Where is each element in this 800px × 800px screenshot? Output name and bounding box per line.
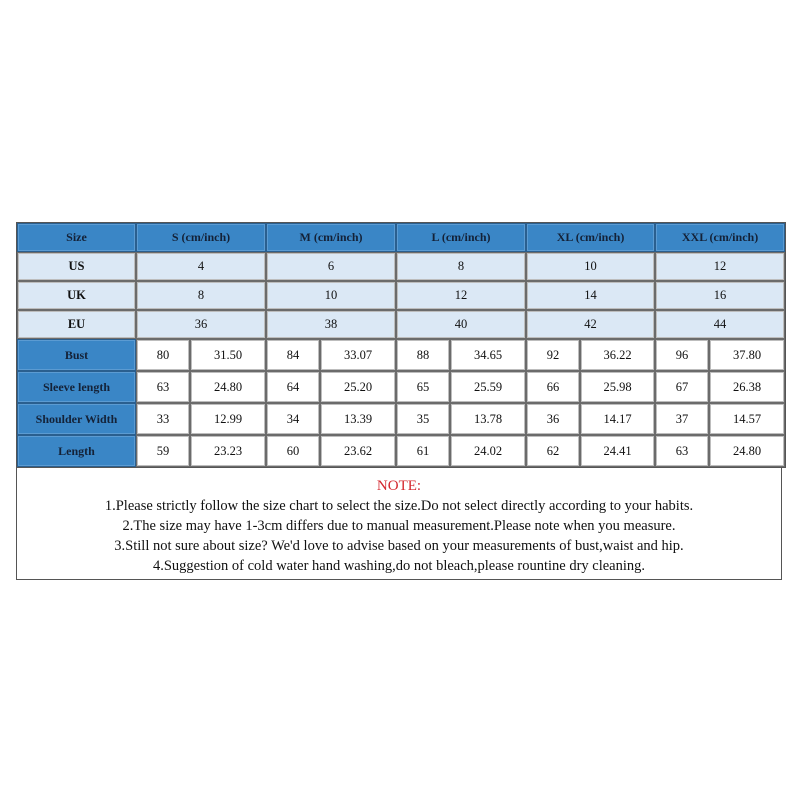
header-size-l: L (cm/inch) bbox=[396, 223, 526, 252]
note-box bbox=[16, 468, 782, 580]
region-label: UK bbox=[17, 281, 136, 310]
header-size-s: S (cm/inch) bbox=[136, 223, 266, 252]
inch-value: 25.59 bbox=[450, 371, 526, 403]
cm-value: 62 bbox=[526, 435, 580, 467]
header-size-xxl: XXL (cm/inch) bbox=[655, 223, 785, 252]
region-value: 40 bbox=[396, 310, 526, 339]
cm-value: 65 bbox=[396, 371, 450, 403]
measurement-row-shoulder-width bbox=[17, 403, 785, 435]
header-size-label: Size bbox=[17, 223, 136, 252]
region-row-us bbox=[17, 252, 785, 281]
note-line-1: 1.Please strictly follow the size chart to select the size.Do not select directly according to your habits. bbox=[104, 498, 694, 514]
inch-value: 14.17 bbox=[580, 403, 655, 435]
header-row bbox=[17, 223, 785, 252]
measurement-row-bust bbox=[17, 339, 785, 371]
size-table bbox=[16, 222, 786, 468]
inch-value: 24.80 bbox=[709, 435, 785, 467]
region-row-uk bbox=[17, 281, 785, 310]
measurement-label: Bust bbox=[17, 339, 136, 371]
inch-value: 23.62 bbox=[320, 435, 396, 467]
cm-value: 88 bbox=[396, 339, 450, 371]
inch-value: 23.23 bbox=[190, 435, 266, 467]
region-value: 6 bbox=[266, 252, 396, 281]
header-size-xl: XL (cm/inch) bbox=[526, 223, 655, 252]
cm-value: 37 bbox=[655, 403, 709, 435]
cm-value: 63 bbox=[136, 371, 190, 403]
region-value: 12 bbox=[396, 281, 526, 310]
region-value: 44 bbox=[655, 310, 785, 339]
cm-value: 61 bbox=[396, 435, 450, 467]
cm-value: 80 bbox=[136, 339, 190, 371]
region-value: 38 bbox=[266, 310, 396, 339]
cm-value: 92 bbox=[526, 339, 580, 371]
inch-value: 25.20 bbox=[320, 371, 396, 403]
inch-value: 24.80 bbox=[190, 371, 266, 403]
measurement-label: Sleeve length bbox=[17, 371, 136, 403]
inch-value: 14.57 bbox=[709, 403, 785, 435]
region-value: 12 bbox=[655, 252, 785, 281]
region-value: 8 bbox=[136, 281, 266, 310]
inch-value: 31.50 bbox=[190, 339, 266, 371]
size-chart bbox=[16, 222, 784, 580]
cm-value: 67 bbox=[655, 371, 709, 403]
region-value: 36 bbox=[136, 310, 266, 339]
cm-value: 63 bbox=[655, 435, 709, 467]
note-line-4: 4.Suggestion of cold water hand washing,do not bleach,please rountine dry cleaning. bbox=[152, 558, 646, 574]
inch-value: 12.99 bbox=[190, 403, 266, 435]
region-value: 10 bbox=[526, 252, 655, 281]
inch-value: 37.80 bbox=[709, 339, 785, 371]
measurement-label: Length bbox=[17, 435, 136, 467]
inch-value: 24.41 bbox=[580, 435, 655, 467]
note-line-2: 2.The size may have 1-3cm differs due to manual measurement.Please note when you measure. bbox=[122, 518, 676, 534]
inch-value: 34.65 bbox=[450, 339, 526, 371]
region-value: 16 bbox=[655, 281, 785, 310]
measurement-row-sleeve-length bbox=[17, 371, 785, 403]
cm-value: 66 bbox=[526, 371, 580, 403]
region-value: 14 bbox=[526, 281, 655, 310]
cm-value: 59 bbox=[136, 435, 190, 467]
region-value: 42 bbox=[526, 310, 655, 339]
measurement-row-length bbox=[17, 435, 785, 467]
cm-value: 35 bbox=[396, 403, 450, 435]
inch-value: 33.07 bbox=[320, 339, 396, 371]
note-line-3: 3.Still not sure about size? We'd love to advise based on your measurements of bust,waist and hip. bbox=[114, 538, 684, 554]
cm-value: 36 bbox=[526, 403, 580, 435]
inch-value: 13.39 bbox=[320, 403, 396, 435]
region-row-eu bbox=[17, 310, 785, 339]
header-size-m: M (cm/inch) bbox=[266, 223, 396, 252]
inch-value: 13.78 bbox=[450, 403, 526, 435]
cm-value: 64 bbox=[266, 371, 320, 403]
region-label: EU bbox=[17, 310, 136, 339]
measurement-label: Shoulder Width bbox=[17, 403, 136, 435]
inch-value: 24.02 bbox=[450, 435, 526, 467]
note-title: NOTE: bbox=[376, 478, 422, 494]
inch-value: 25.98 bbox=[580, 371, 655, 403]
inch-value: 26.38 bbox=[709, 371, 785, 403]
cm-value: 60 bbox=[266, 435, 320, 467]
cm-value: 96 bbox=[655, 339, 709, 371]
region-value: 8 bbox=[396, 252, 526, 281]
region-value: 4 bbox=[136, 252, 266, 281]
region-value: 10 bbox=[266, 281, 396, 310]
inch-value: 36.22 bbox=[580, 339, 655, 371]
cm-value: 34 bbox=[266, 403, 320, 435]
cm-value: 84 bbox=[266, 339, 320, 371]
region-label: US bbox=[17, 252, 136, 281]
cm-value: 33 bbox=[136, 403, 190, 435]
